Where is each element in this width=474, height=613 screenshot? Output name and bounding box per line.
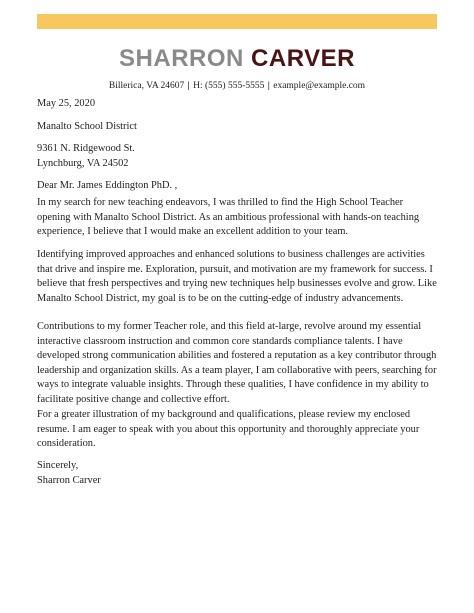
contact-email: example@example.com <box>273 81 366 91</box>
contact-separator: | <box>267 81 270 91</box>
recipient-organization: Manalto School District <box>37 121 137 132</box>
applicant-last-name: CARVER <box>251 45 355 72</box>
signature-block <box>37 459 439 488</box>
closing: Sincerely, <box>37 460 79 471</box>
letter-paragraph: Contributions to my former Teacher role, and this field at-large, revolve around my essential interactive classroom instruction and common core standards compliance talents. I have developed strong communication abilities and fostered a reputation as a key contributor through leadership and organization skills. As a team player, I am collaborative with peers, searching for ways to integrate valuable insights. Through these qualities, I have confidence in my ability to facilitate positive change and collective effort. <box>37 321 437 405</box>
contact-line <box>0 80 474 92</box>
signature-name: Sharron Carver <box>37 474 101 486</box>
letter-paragraph: In my search for new teaching endeavors, I was thrilled to find the High School Teacher opening with Manalto School District. As an ambitious professional with hands-on teaching experience, I believe that I would make an excellent addition to your team. <box>37 197 420 238</box>
letter-paragraph: Identifying improved approaches and enhanced solutions to business challenges are activities that drive and inspire me. Exploration, pursuit, and motivation are my framework for success. I believe that fresh perspectives and trying new techniques help businesses evolve and grow. Like Manalto School District, my goal is to be on the cutting-edge of industry advancements. <box>37 249 437 304</box>
header-accent-bar <box>37 14 437 29</box>
recipient-city-state-zip: Lynchburg, VA 24502 <box>37 157 129 169</box>
recipient-street: 9361 N. Ridgewood St. <box>37 143 135 154</box>
salutation: Dear Mr. James Eddington PhD. , <box>37 180 178 191</box>
contact-phone: H: (555) 555-5555 <box>193 81 265 91</box>
letter-paragraph: For a greater illustration of my background and qualifications, please review my enclosed resume. I am eager to speak with you about this opportunity and thoroughly appreciate your consideration. <box>37 409 420 450</box>
contact-location: Billerica, VA 24607 <box>108 81 185 91</box>
recipient-address <box>37 142 439 171</box>
letter-date: May 25, 2020 <box>37 98 96 109</box>
applicant-name <box>0 46 474 72</box>
applicant-first-name: SHARRON <box>119 45 244 72</box>
contact-separator: | <box>187 81 190 91</box>
